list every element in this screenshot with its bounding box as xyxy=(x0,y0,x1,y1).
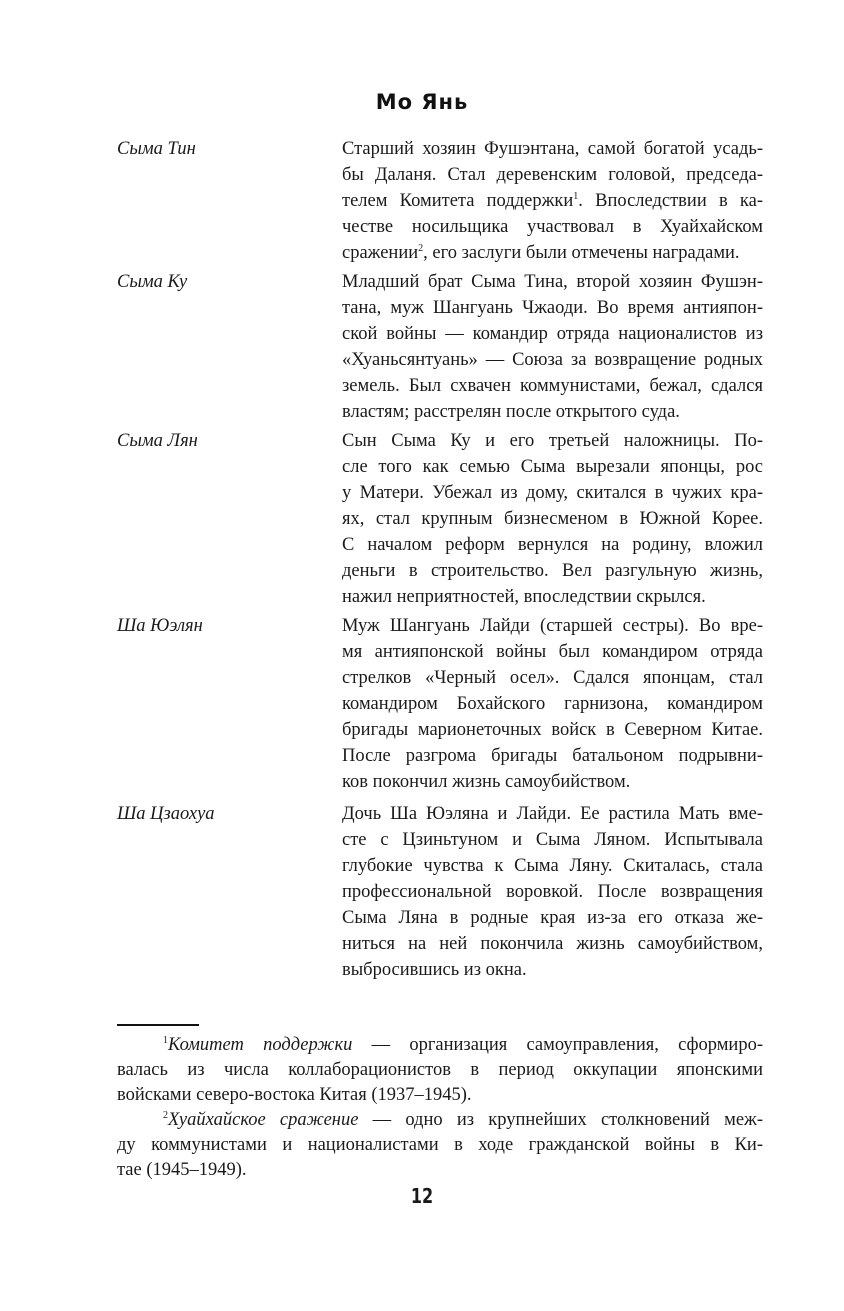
footnotes xyxy=(117,1033,763,1183)
character-description xyxy=(342,136,763,266)
text-line: бы Даланя. Стал деревенским головой, председа- xyxy=(342,165,763,185)
text-line: земель. Был схвачен коммунистами, бежал, сдался xyxy=(342,376,763,396)
text-line: Муж Шангуань Лайди (старшей сестры). Во вре- xyxy=(342,616,763,636)
text-line: сле того как семью Сыма вырезали японцы, рос xyxy=(342,457,763,477)
text-line: Сыма Ляна в родные края из-за его отказа же- xyxy=(342,908,763,928)
text-segment: сражении xyxy=(342,243,419,263)
character-name: Ша Юэлян xyxy=(117,616,203,636)
character-name: Сыма Ку xyxy=(117,272,188,292)
character-description xyxy=(342,428,763,610)
text-line: сте с Цзиньтуном и Сыма Ляном. Испытывала xyxy=(342,830,763,850)
text-line: ях, стал крупным бизнесменом в Южной Корее. xyxy=(342,509,763,529)
character-description xyxy=(342,801,763,983)
character-entry xyxy=(117,136,763,266)
character-entry xyxy=(117,801,763,983)
text-line: нажил неприятностей, впоследствии скрылся. xyxy=(342,587,706,607)
footnote-term: Хуайхайское сражение xyxy=(168,1110,359,1130)
text-line: ской войны — командир отряда националистов из xyxy=(342,324,763,344)
character-list xyxy=(117,136,763,986)
text-line: Сын Сыма Ку и его третьей наложницы. По- xyxy=(342,431,763,451)
text-line xyxy=(342,240,763,266)
text-line: выбросившись из окна. xyxy=(342,960,527,980)
text-line: у Матери. Убежал из дому, скитался в чужих кра- xyxy=(342,483,763,503)
text-line: тана, муж Шангуань Чжаоди. Во время антияпон- xyxy=(342,298,763,318)
text-line xyxy=(342,188,763,214)
text-line: властям; расстрелян после открытого суда. xyxy=(342,402,680,422)
footnote-term: Комитет поддержки xyxy=(168,1035,353,1055)
footnote-divider xyxy=(117,1024,199,1026)
text-line xyxy=(117,1108,763,1133)
footnote-ref[interactable]: 1 xyxy=(573,191,579,202)
text-segment: — организация самоуправления, сформиро- xyxy=(352,1035,763,1055)
text-line: мя антияпонской войны был командиром отряда xyxy=(342,642,763,662)
text-line: ков покончил жизнь самоубийством. xyxy=(342,772,631,792)
character-name: Сыма Тин xyxy=(117,139,196,159)
text-line: командиром Бохайского гарнизона, командиром xyxy=(342,694,763,714)
character-entry xyxy=(117,269,763,425)
text-line: валась из числа коллаборационистов в период оккупации японскими xyxy=(117,1060,763,1080)
character-description xyxy=(342,269,763,425)
character-description xyxy=(342,613,763,795)
text-segment: , его заслуги были отмечены наградами. xyxy=(423,243,740,263)
footnote xyxy=(117,1033,763,1108)
text-line: профессиональной воровкой. После возвращения xyxy=(342,882,763,902)
text-segment: — одно из крупнейших столкновений меж- xyxy=(358,1110,763,1130)
text-line xyxy=(117,1033,763,1058)
text-line: «Хуаньсянтуань» — Союза за возвращение родных xyxy=(342,350,763,370)
text-line: честве носильщика участвовал в Хуайхайском xyxy=(342,217,763,237)
character-name: Ша Цзаохуа xyxy=(117,804,215,824)
text-segment: телем Комитета поддержки xyxy=(342,191,574,211)
text-line: Младший брат Сыма Тина, второй хозяин Фушэн- xyxy=(342,272,763,292)
text-line: С началом реформ вернулся на родину, вложил xyxy=(342,535,763,555)
text-line: ду коммунистами и националистами в ходе гражданской войны в Ки- xyxy=(117,1135,763,1155)
text-line: деньги в строительство. Вел разгульную жизнь, xyxy=(342,561,763,581)
running-title: Мо Янь xyxy=(375,90,469,114)
footnote-ref[interactable]: 2 xyxy=(418,243,424,254)
footnote xyxy=(117,1108,763,1183)
text-line: глубокие чувства к Сыма Ляну. Скиталась, стала xyxy=(342,856,763,876)
text-line: Старший хозяин Фушэнтана, самой богатой усадь- xyxy=(342,139,763,159)
character-entry xyxy=(117,428,763,610)
text-line: После разгрома бригады батальоном подрывни- xyxy=(342,746,763,766)
text-line: войсками северо-востока Китая (1937–1945). xyxy=(117,1085,472,1105)
text-line: стрелков «Черный осел». Сдался японцам, стал xyxy=(342,668,763,688)
character-name: Сыма Лян xyxy=(117,431,198,451)
character-entry xyxy=(117,613,763,795)
footnote-mark: 1 xyxy=(163,1035,168,1046)
text-line: ниться на ней покончила жизнь самоубийством, xyxy=(342,934,763,954)
text-line: бригады марионеточных войск в Северном Китае. xyxy=(342,720,763,740)
text-line: тае (1945–1949). xyxy=(117,1160,247,1180)
text-line: Дочь Ша Юэляна и Лайди. Ее растила Мать вме- xyxy=(342,804,763,824)
text-segment: . Впоследствии в ка- xyxy=(578,191,764,211)
page-number: 12 xyxy=(410,1184,434,1208)
footnote-mark: 2 xyxy=(163,1110,168,1121)
